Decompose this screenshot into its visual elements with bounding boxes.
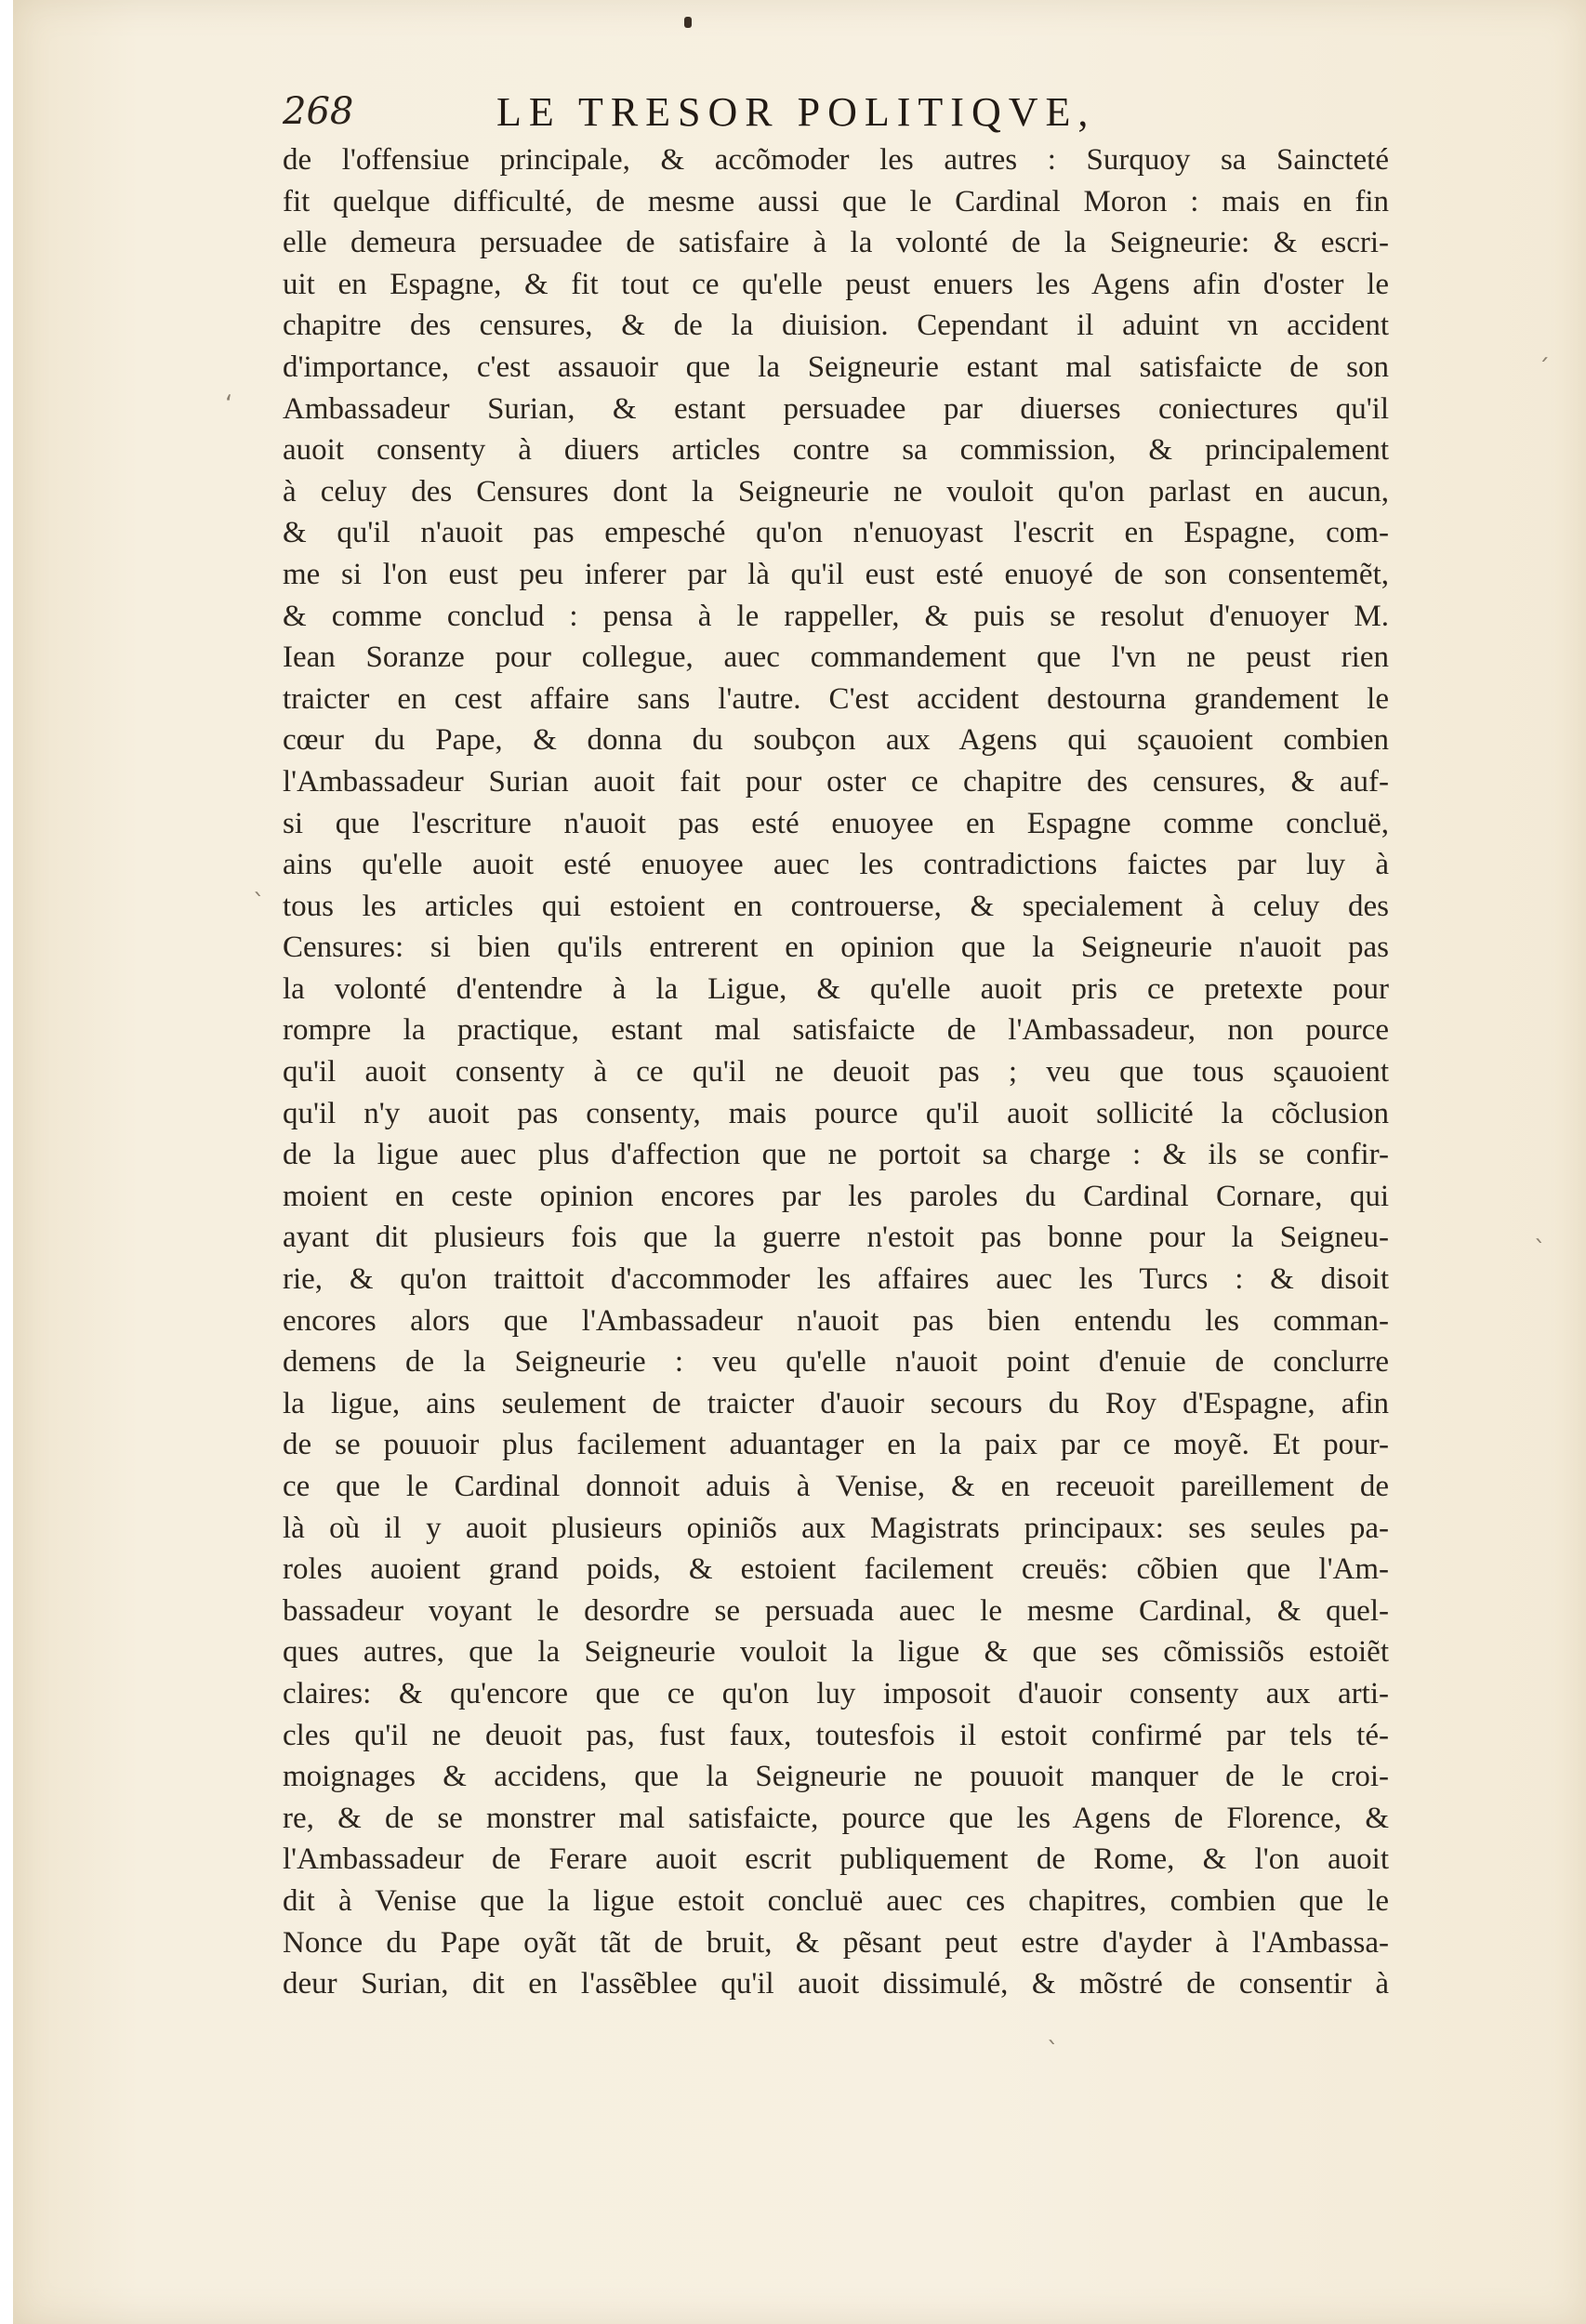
text-line: encores alors que l'Ambassadeur n'auoit pas bien entendu les comman- [283,1303,1389,1338]
text-line: qu'il auoit consenty à ce qu'il ne deuoit pas ; veu que tous sçauoient [283,1055,1389,1089]
text-line: bassadeur voyant le desordre se persuada auec le mesme Cardinal, & quel- [283,1593,1389,1628]
text-line: si que l'escriture n'auoit pas esté enuoyee en Espagne comme concluë, [283,806,1389,840]
text-line: demens de la Seigneurie : veu qu'elle n'auoit point d'enuie de conclurre [283,1345,1389,1380]
text-line: rie, & qu'on traittoit d'accommoder les affaires auec les Turcs : & disoit [283,1262,1389,1297]
margin-tick-mark: ˏ [1538,335,1550,363]
text-line: rompre la practique, estant mal satisfaicte de l'Ambassadeur, non pource [283,1013,1389,1048]
margin-tick-mark: ˎ [253,869,265,897]
text-line: là où il y auoit plusieurs opiniõs aux Magistrats principaux: ses seules pa- [283,1511,1389,1545]
text-line: roles auoient grand poids, & estoient facilement creuës: cõbien que l'Am- [283,1552,1389,1587]
text-line: de se pouuoir plus facilement aduantager en la paix par ce moyẽ. Et pour- [283,1428,1389,1462]
text-line: moient en ceste opinion encores par les paroles du Cardinal Cornare, qui [283,1179,1389,1213]
text-line: Nonce du Pape oyãt tãt de bruit, & pẽsant peut estre d'ayder à l'Ambassa- [283,1925,1389,1960]
margin-tick-mark: ˎ [1047,2017,1059,2045]
text-line: la ligue, ains seulement de traicter d'auoir secours du Roy d'Espagne, afin [283,1386,1389,1420]
text-line: uit en Espagne, & fit tout ce qu'elle peust enuers les Agens afin d'oster le [283,267,1389,301]
body-text [283,139,1389,2005]
running-title: LE TRESOR POLITIQVE, [496,89,1096,135]
text-line: & qu'il n'auoit pas empesché qu'on n'enuoyast l'escrit en Espagne, com- [283,516,1389,550]
text-line: dit à Venise que la ligue estoit concluë auec ces chapitres, combien que le [283,1883,1389,1918]
text-line: ques autres, que la Seigneurie vouloit la ligue & que ses cõmissiõs estoiẽt [283,1635,1389,1670]
text-line: ce que le Cardinal donnoit aduis à Venise, & en receuoit pareillement de [283,1470,1389,1503]
text-line: cles qu'il ne deuoit pas, fust faux, toutesfois il estoit confirmé par tels té- [283,1718,1389,1752]
text-line: ayant dit plusieurs fois que la guerre n'estoit pas bonne pour la Seigneu- [283,1221,1389,1255]
text-line: tous les articles qui estoient en controuerse, & specialement à celuy des [283,889,1389,923]
text-line: auoit consenty à diuers articles contre sa commission, & principalement [283,433,1389,468]
text-line: Iean Soranze pour collegue, auec commandement que l'vn ne peust rien [283,640,1389,675]
text-line: d'importance, c'est assauoir que la Seigneurie estant mal satisfaicte de son [283,350,1389,384]
margin-tick-mark: ˋ [1534,1236,1546,1264]
text-line: l'Ambassadeur Surian auoit fait pour oster ce chapitre des censures, & auf- [283,764,1389,799]
text-line: cœur du Pape, & donna du soubçon aux Agens qui sçauoient combien [283,723,1389,758]
text-line: moignages & accidens, que la Seigneurie ne pouuoit manquer de le croi- [283,1760,1389,1794]
text-line: traicter en cest affaire sans l'autre. C'est accident destourna grandement le [283,681,1389,716]
page-header [283,88,1212,144]
text-line: deur Surian, dit en l'assẽblee qu'il auoit dissimulé, & mõstré de consentir à [283,1967,1389,2001]
text-line: qu'il n'y auoit pas consenty, mais pource qu'il auoit sollicité la cõclusion [283,1096,1389,1130]
book-page [13,0,1586,2324]
text-line: Censures: si bien qu'ils entrerent en opinion que la Seigneurie n'auoit pas [283,931,1389,965]
text-line: me si l'on eust peu inferer par là qu'il eust esté enuoyé de son consentemẽt, [283,557,1389,591]
text-line: elle demeura persuadee de satisfaire à la volonté de la Seigneurie: & escri- [283,226,1389,260]
text-line: la volonté d'entendre à la Ligue, & qu'elle auoit pris ce pretexte pour [283,971,1389,1006]
text-line: fit quelque difficulté, de mesme aussi que le Cardinal Moron : mais en fin [283,184,1389,218]
text-line: Ambassadeur Surian, & estant persuadee par diuerses coniectures qu'il [283,391,1389,426]
text-line: claires: & qu'encore que ce qu'on luy imposoit d'auoir consenty aux arti- [283,1676,1389,1710]
text-line: de l'offensiue principale, & accõmoder les autres : Surquoy sa Saincteté [283,143,1389,177]
text-line: chapitre des censures, & de la diuision. Cependant il aduint vn accident [283,309,1389,343]
margin-tick-mark: ʻ [225,390,233,418]
text-line: & comme conclud : pensa à le rappeller, & puis se resolut d'enuoyer M. [283,599,1389,633]
ink-spot [684,17,692,28]
text-line: à celuy des Censures dont la Seigneurie ne vouloit qu'on parlast en aucun, [283,474,1389,508]
page-number: 268 [283,90,354,133]
text-line: re, & de se monstrer mal satisfaicte, pource que les Agens de Florence, & [283,1801,1389,1835]
text-line: de la ligue auec plus d'affection que ne portoit sa charge : & ils se confir- [283,1138,1389,1172]
text-line: l'Ambassadeur de Ferare auoit escrit publiquement de Rome, & l'on auoit [283,1842,1389,1877]
text-line: ains qu'elle auoit esté enuoyee auec les contradictions faictes par luy à [283,848,1389,882]
